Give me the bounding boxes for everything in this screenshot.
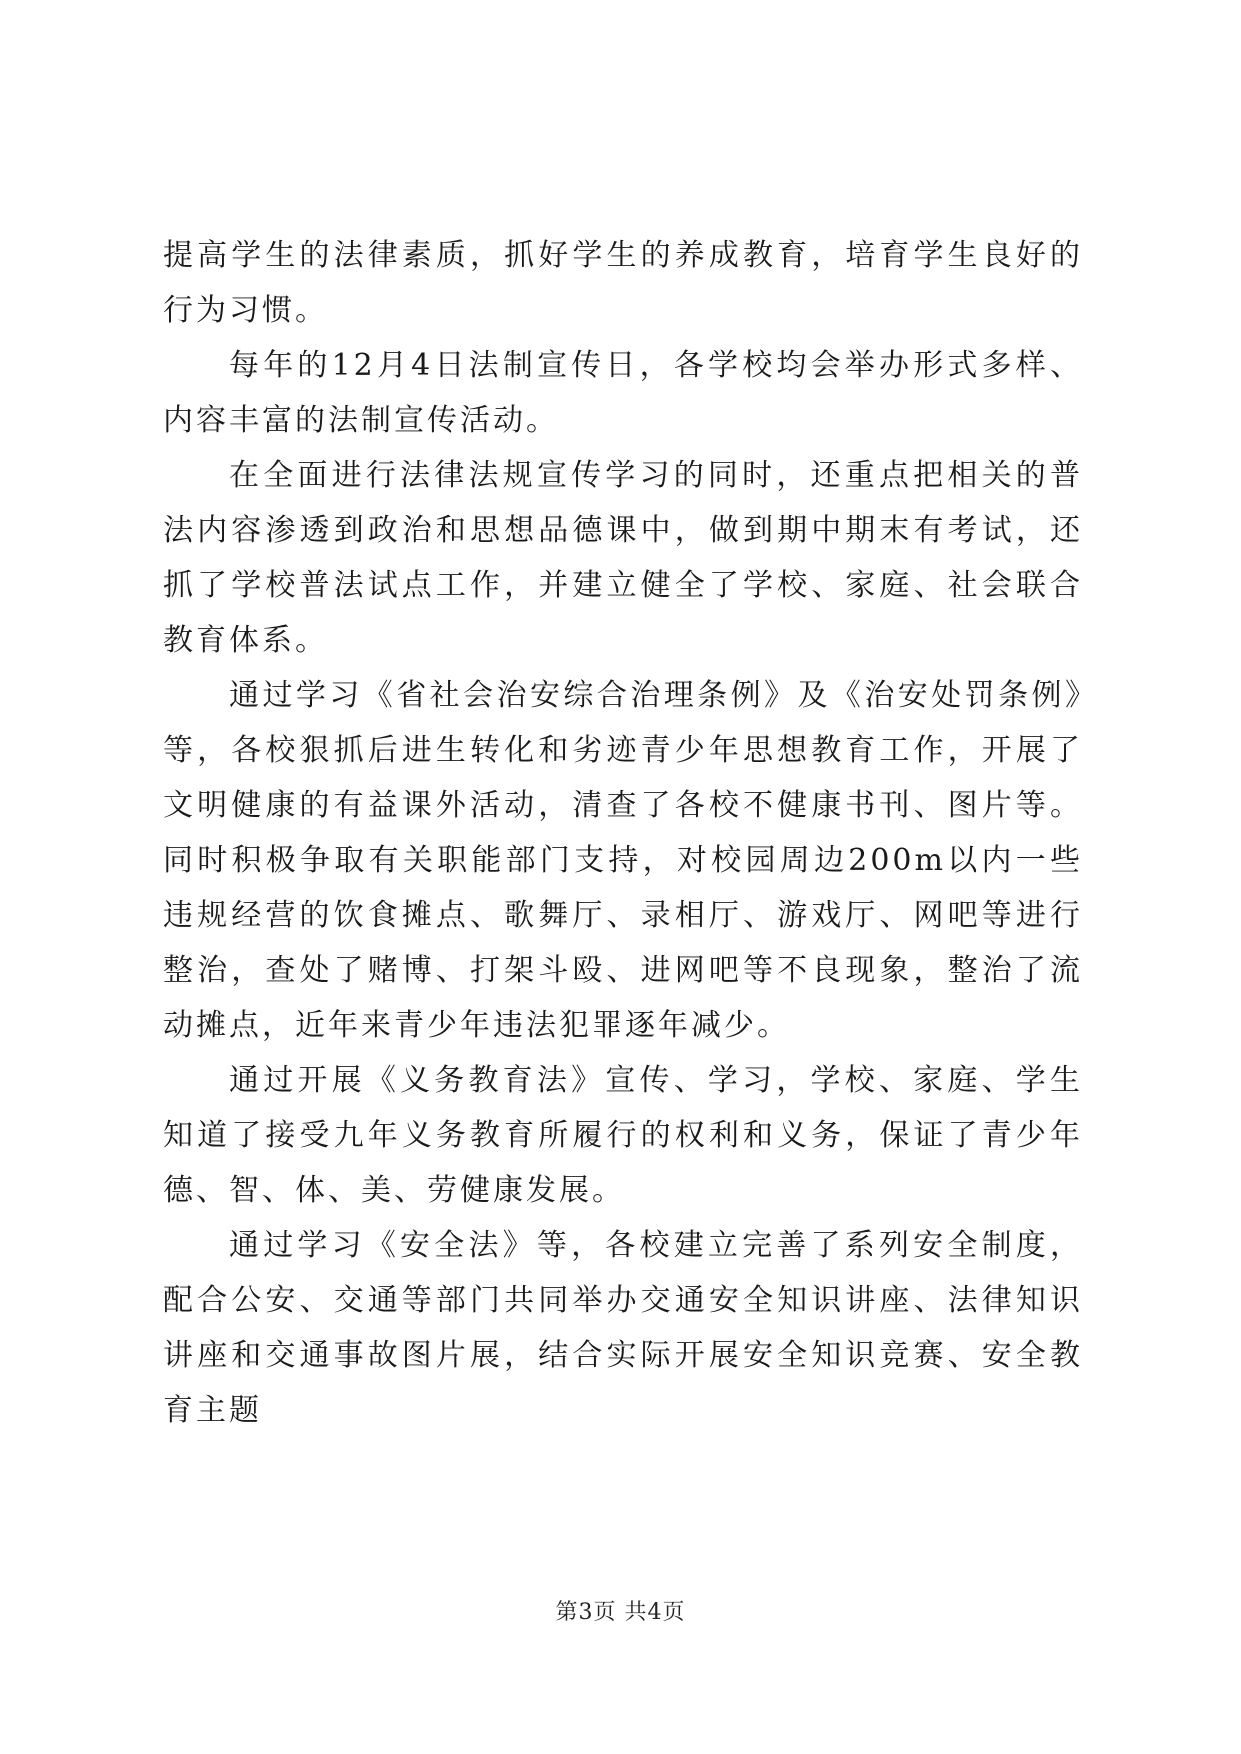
paragraph-2: 每年的12月4日法制宣传日，各学校均会举办形式多样、内容丰富的法制宣传活动。 bbox=[163, 348, 1083, 438]
document-body bbox=[163, 228, 1083, 1438]
page-number: 第3页 共4页 bbox=[555, 1600, 686, 1625]
paragraph-5: 通过开展《义务教育法》宣传、学习，学校、家庭、学生知道了接受九年义务教育所履行的权利和义务，保证了青少年德、智、体、美、劳健康发展。 bbox=[163, 1063, 1083, 1208]
paragraph-6: 通过学习《安全法》等，各校建立完善了系列安全制度，配合公安、交通等部门共同举办交通安全知识讲座、法律知识讲座和交通事故图片展，结合实际开展安全知识竞赛、安全教育主题 bbox=[163, 1228, 1083, 1428]
paragraph-4: 通过学习《省社会治安综合治理条例》及《治安处罚条例》等，各校狠抓后进生转化和劣迹青少年思想教育工作，开展了文明健康的有益课外活动，清查了各校不健康书刊、图片等。同时积极争取有关职能部门支持，对校园周边200m以内一些违规经营的饮食摊点、歌舞厅、录相厅、游戏厅、网吧等进行整治，查处了赌博、打架斗殴、进网吧等不良现象，整治了流动摊点，近年来青少年违法犯罪逐年减少。 bbox=[163, 678, 1083, 1043]
paragraph-1: 提高学生的法律素质，抓好学生的养成教育，培育学生良好的行为习惯。 bbox=[163, 238, 1083, 328]
paragraph-3: 在全面进行法律法规宣传学习的同时，还重点把相关的普法内容渗透到政治和思想品德课中，做到期中期末有考试，还抓了学校普法试点工作，并建立健全了学校、家庭、社会联合教育体系。 bbox=[163, 458, 1083, 658]
page-footer bbox=[0, 1595, 1241, 1626]
